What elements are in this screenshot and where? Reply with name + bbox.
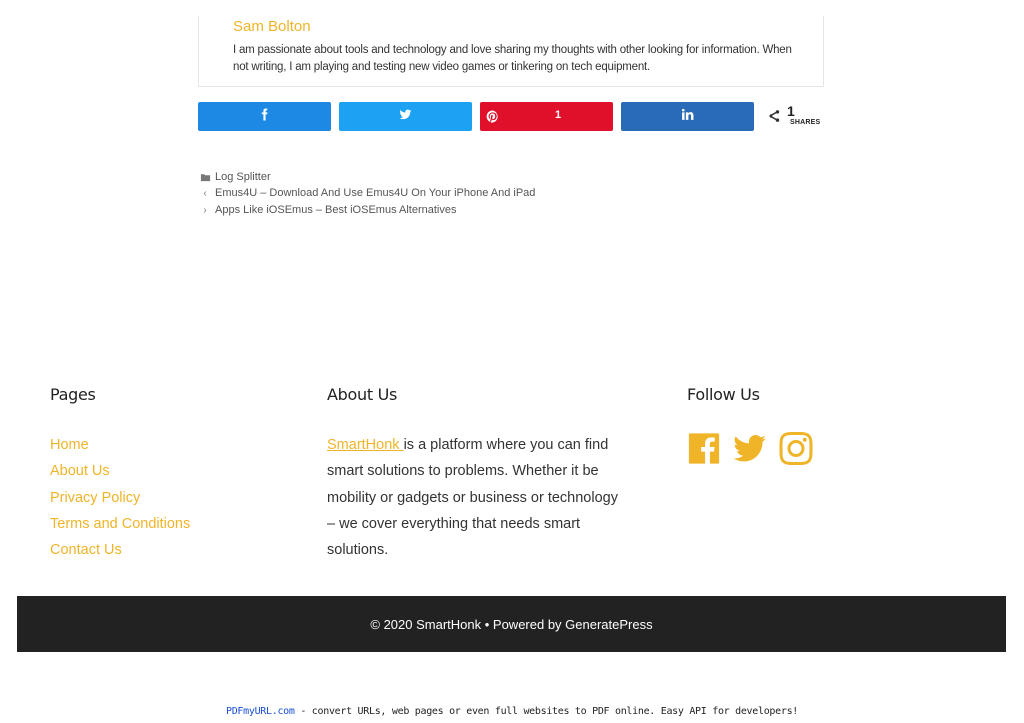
chevron-left-icon: ‹ (203, 187, 207, 199)
about-description: is a platform where you can find smart solutions to problems. Whether it be mobility or gadgets or business or technology – we cover everything that needs smart solutions. (327, 437, 618, 559)
about-widget-title: About Us (327, 385, 398, 404)
folder-icon (199, 172, 211, 183)
share-total (765, 104, 825, 130)
pages-widget-title: Pages (50, 385, 96, 404)
footer-separator: • (481, 616, 493, 632)
share-total-label: SHARES (790, 119, 821, 126)
generatepress-link[interactable]: GeneratePress (565, 616, 653, 632)
author-box (198, 16, 824, 87)
pdf-notice-text: - convert URLs, web pages or even full websites to PDF online. Easy API for developers! (294, 706, 799, 717)
share-total-count: 1 (787, 103, 795, 119)
powered-by-prefix: Powered by (492, 616, 566, 632)
next-post (199, 204, 457, 216)
linkedin-share-button[interactable] (621, 102, 754, 131)
social-icons (687, 432, 813, 465)
pages-link-home[interactable]: Home (50, 437, 89, 453)
facebook-share-button[interactable] (198, 102, 331, 131)
pinterest-share-count: 1 (555, 109, 562, 121)
author-bio: I am passionate about tools and technology and love sharing my thoughts with other looking for information. When not writing, I am playing and testing new video games or tinkering on tech equipment. (233, 44, 792, 73)
pdf-notice (0, 706, 1024, 717)
previous-post-link[interactable]: Emus4U – Download And Use Emus4U On Your iPhone And iPad (215, 187, 536, 199)
chevron-right-icon: › (203, 204, 207, 216)
pages-list (50, 434, 190, 565)
pinterest-share-button[interactable] (480, 102, 613, 131)
twitter-icon[interactable] (733, 432, 767, 465)
facebook-icon[interactable] (687, 432, 721, 465)
twitter-share-button[interactable] (339, 102, 472, 131)
smarthonk-link[interactable]: SmartHonk (327, 437, 404, 453)
author-name[interactable]: Sam Bolton (233, 18, 311, 35)
site-footer (17, 596, 1006, 652)
pages-link-contact-us[interactable]: Contact Us (50, 542, 122, 559)
pinterest-icon (486, 110, 499, 128)
category-link[interactable]: Log Splitter (215, 171, 271, 183)
pdfmyurl-link[interactable]: PDFmyURL.com (225, 706, 295, 717)
follow-widget-title: Follow Us (687, 385, 760, 404)
pages-link-terms[interactable]: Terms and Conditions (50, 515, 191, 532)
next-post-link[interactable]: Apps Like iOSEmus – Best iOSEmus Alternatives (215, 204, 457, 216)
copyright-text: © 2020 SmartHonk (370, 616, 482, 632)
instagram-icon[interactable] (779, 432, 813, 465)
pages-link-privacy-policy[interactable]: Privacy Policy (50, 489, 141, 506)
about-widget-text (327, 432, 627, 563)
post-category (199, 171, 271, 183)
previous-post (199, 187, 535, 199)
pages-link-about-us[interactable]: About Us (50, 463, 110, 480)
